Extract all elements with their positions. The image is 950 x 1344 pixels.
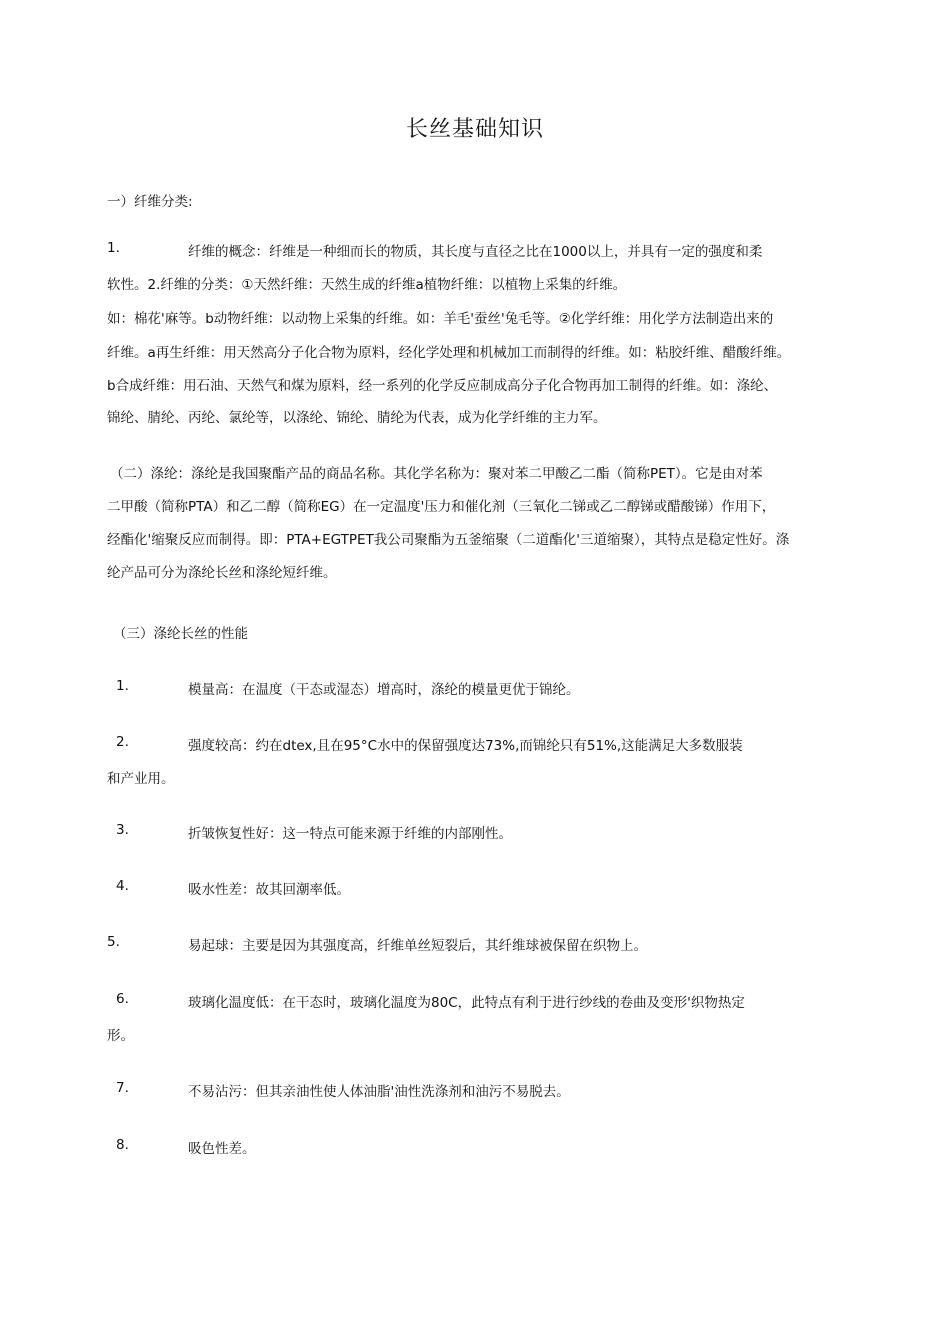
property-item-text: 吸色性差。 [188,1141,256,1157]
property-item-number: 1. [116,678,129,694]
property-item-continuation: 形。 [107,1028,134,1044]
section1-line: b合成纤维：用石油、天然气和煤为原料，经一系列的化学反应制成高分子化合物再加工制得的纤维。如：涤纶、 [107,378,778,394]
property-item-text: 不易沾污：但其亲油性使人体油脂'油性洗涤剂和油污不易脱去。 [188,1084,570,1100]
section1-line: 纤维。a再生纤维：用天然高分子化合物为原料，经化学处理和机械加工而制得的纤维。如：粘胶纤维、醋酸纤维。 [107,345,791,361]
property-item-number: 2. [116,734,129,750]
section1-heading: 一）纤维分类: [107,194,193,210]
section2-line: 纶产品可分为涤纶长丝和涤纶短纤维。 [107,565,337,581]
section1-line: 软性。2.纤维的分类：①天然纤维：天然生成的纤维a植物纤维：以植物上采集的纤维。 [107,277,627,293]
property-item-number: 5. [107,934,120,950]
property-item-text: 模量高：在温度（干态或湿态）增高时，涤纶的模量更优于锦纶。 [188,682,580,698]
property-item-text: 玻璃化温度低：在干态时，玻璃化温度为80C，此特点有利于进行纱线的卷曲及变形'织物热定 [188,995,745,1011]
property-item-text: 吸水性差：故其回潮率低。 [188,882,350,898]
document-title: 长丝基础知识 [405,117,544,142]
property-item-continuation: 和产业用。 [107,771,175,787]
property-item-number: 7. [116,1080,129,1096]
section1-line: 如：棉花'麻等。b动物纤维：以动物上采集的纤维。如：羊毛'蚕丝'兔毛等。②化学纤维：用化学方法制造出来的 [107,311,774,327]
section1-item-number: 1. [107,240,120,256]
section2-line: 经酯化'缩聚反应而制得。即：PTA+EGTPET我公司聚酯为五釜缩聚（二道酯化'三道缩聚），其特点是稳定性好。涤 [107,532,790,548]
property-item-text: 折皱恢复性好：这一特点可能来源于纤维的内部刚性。 [188,826,512,842]
section2-line: （二）涤纶：涤纶是我国聚酯产品的商品名称。其化学名称为：聚对苯二甲酸乙二酯（简称PET）。它是由对苯 [110,466,763,482]
property-item-number: 3. [116,822,129,838]
section1-line: 锦纶、腈纶、丙纶、氯纶等，以涤纶、锦纶、腈纶为代表，成为化学纤维的主力军。 [107,410,607,426]
section2-line: 二甲酸（简称PTA）和乙二醇（简称EG）在一定温度'压力和催化剂（三氧化二锑或乙二醇锑或醋酸锑）作用下， [107,499,776,515]
section1-item-text: 纤维的概念：纤维是一种细而长的物质，其长度与直径之比在1000以上，并具有一定的强度和柔 [188,244,763,260]
property-item-number: 8. [116,1137,129,1153]
property-item-text: 易起球：主要是因为其强度高，纤维单丝短裂后，其纤维球被保留在织物上。 [188,938,647,954]
property-item-text: 强度较高：约在dtex,且在95°C水中的保留强度达73%,而锦纶只有51%,这能满足大多数服装 [188,738,743,754]
property-item-number: 4. [116,878,129,894]
property-item-number: 6. [116,991,129,1007]
section3-heading: （三）涤纶长丝的性能 [113,626,248,642]
